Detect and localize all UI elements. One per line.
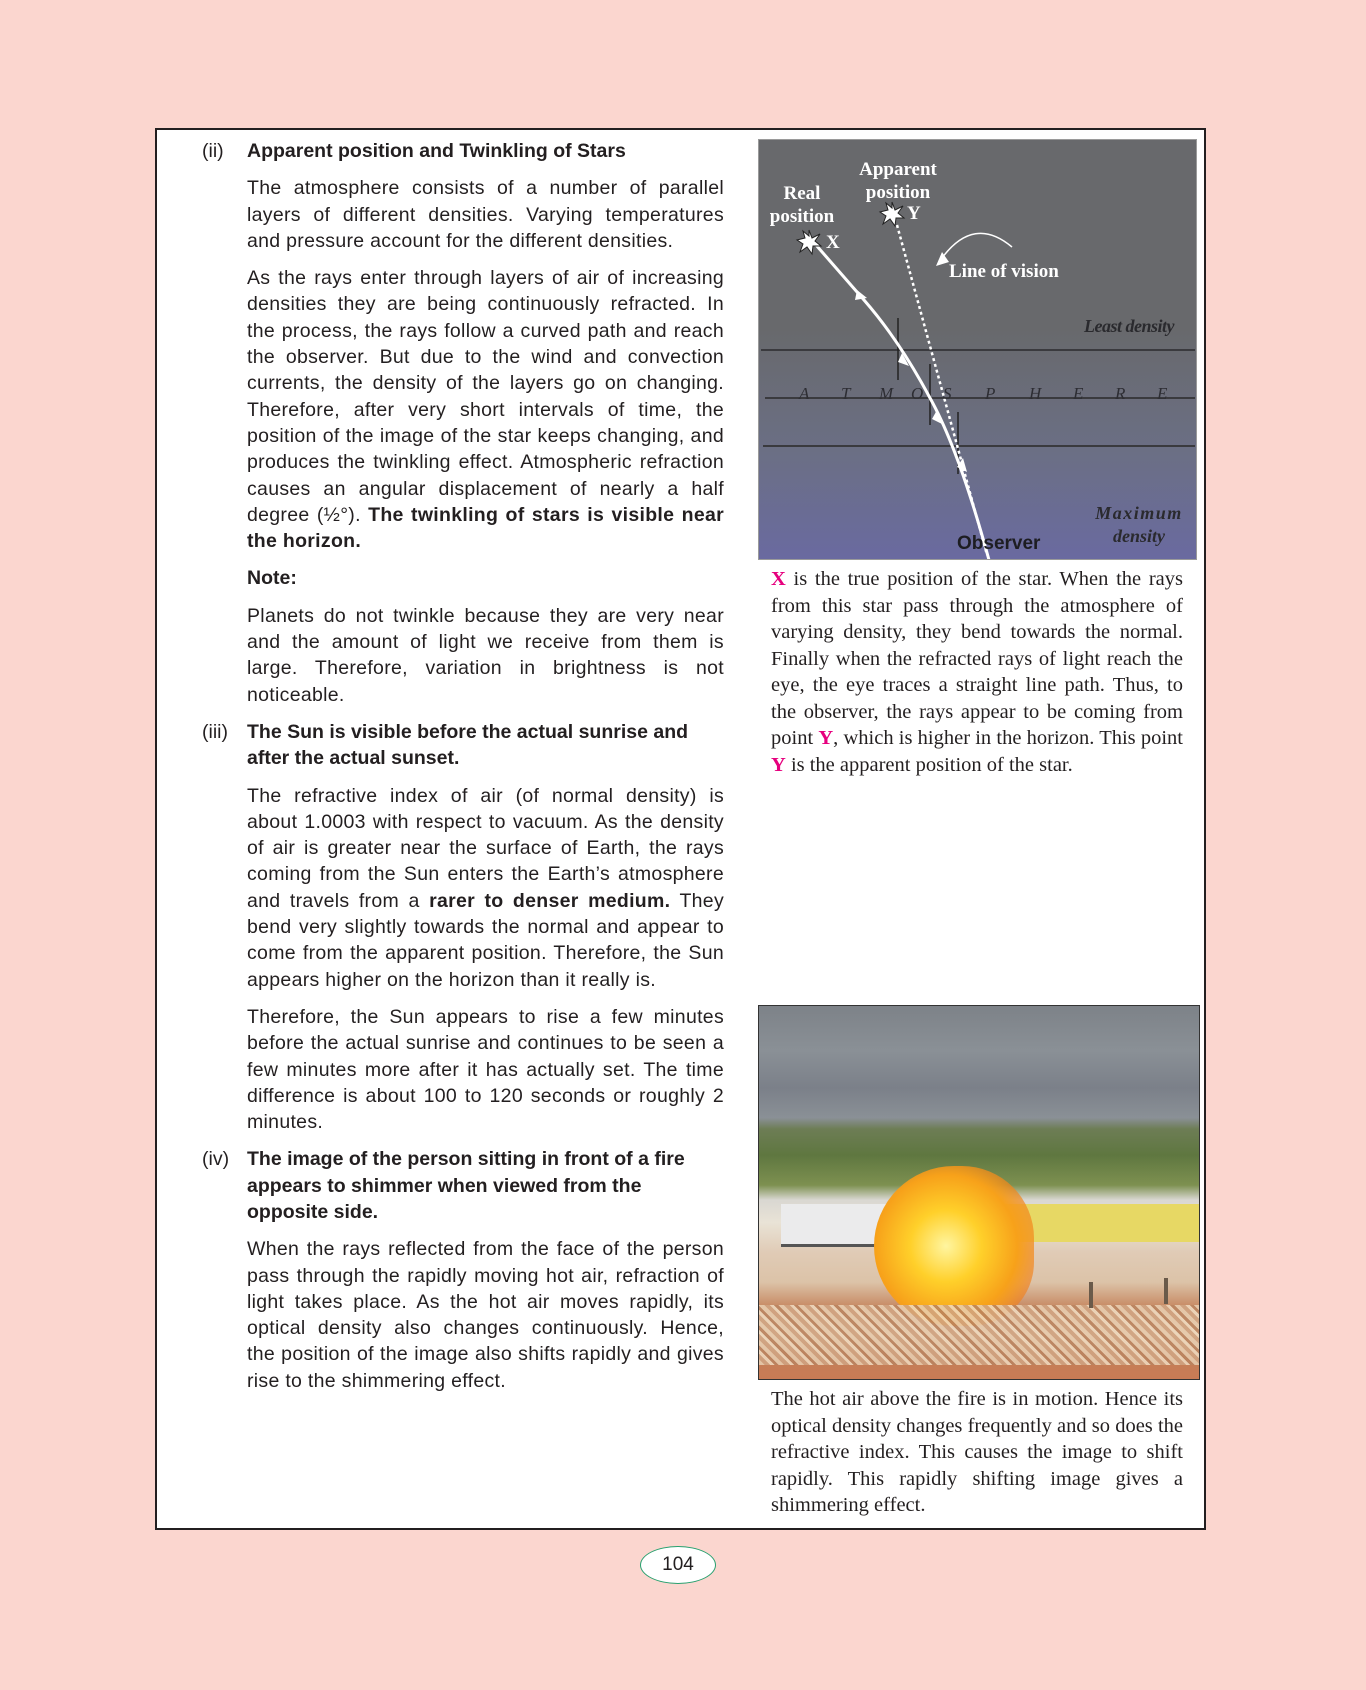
real-position-label bbox=[767, 182, 837, 228]
section-iv-label: (iv) bbox=[202, 1148, 230, 1171]
atmosphere-letter: E bbox=[1073, 384, 1084, 403]
fence-post bbox=[1164, 1278, 1168, 1304]
least-density-label: Least density bbox=[1084, 316, 1174, 336]
note-heading: Note: bbox=[247, 567, 297, 590]
maximum-line1: Maximum bbox=[1095, 503, 1183, 523]
section-iii-label: (iii) bbox=[202, 720, 228, 743]
atmosphere-letter: R bbox=[1115, 384, 1126, 403]
section-ii-para2-bold: The twinkling of stars is visible near the horizon. bbox=[247, 503, 724, 553]
atmosphere-letter: A bbox=[799, 384, 810, 403]
star-y-label: Y bbox=[907, 203, 921, 224]
caption-text3: is the apparent position of the star. bbox=[785, 753, 1073, 776]
section-iv bbox=[202, 1146, 724, 1394]
fire-shimmer-photo bbox=[758, 1005, 1200, 1380]
photo-caption: The hot air above the fire is in motion. Hence its optical density changes frequently and so does the refractive index. This causes the image to shift rapidly. This rapidly shifting image gives a shimmering effect. bbox=[771, 1388, 1183, 1516]
section-iv-para1: When the rays reflected from the face of the person pass through the rapidly moving hot air, refraction of light takes place. As the hot air moves rapidly, its optical density also changes continuously. Hence, the position of the image also shifts rapidly and gives rise to the shimmering effect. bbox=[247, 1238, 724, 1392]
section-iii-para1-bold: rarer to denser medium. bbox=[429, 889, 671, 912]
real-label-line2: position bbox=[769, 206, 835, 227]
page-frame bbox=[155, 128, 1206, 1530]
section-iii-para1-a: The refractive index of air (of normal density) is about 1.0003 with respect to vacuum. As the density of air is greater near the surface of Earth, the rays coming from the Sun enters the Earth’s atmosphere and travels from a bbox=[247, 784, 724, 912]
section-ii bbox=[202, 138, 724, 708]
maximum-line2: density bbox=[1113, 526, 1165, 546]
y-marker: Y bbox=[771, 753, 786, 776]
note-text: Planets do not twinkle because they are very near and the amount of light we receive from them is large. Therefore, variation in brightness is not noticeable. bbox=[247, 604, 724, 706]
caption-text2: , which is higher in the horizon. This point bbox=[833, 727, 1183, 749]
atmosphere-letter: M bbox=[879, 384, 894, 403]
x-marker: X bbox=[771, 568, 786, 590]
apparent-label-line2: position bbox=[865, 182, 931, 203]
line-of-vision-label: Line of vision bbox=[949, 261, 1059, 282]
y-marker: Y bbox=[818, 727, 834, 749]
star-burst-icon-y bbox=[880, 202, 904, 226]
section-iii-para1-b: They bend very slightly towards the normal and appear to come from the apparent position. Therefore, the Sun appears higher on the horizon than it really is. bbox=[247, 889, 724, 991]
section-ii-para2-text: As the rays enter through layers of air of increasing densities they are being continuously refracted. In the process, the rays follow a curved path and reach the observer. But due to the wind and convection currents, the density of the layers go on changing. Therefore, after very short intervals of time, the position of the image of the star keeps changing, and produces the twinkling effect. Atmospheric refraction causes an angular displacement of nearly a half degree (½°). bbox=[247, 267, 724, 526]
section-iii-para2: Therefore, the Sun appears to rise a few minutes before the actual sunrise and continues to be seen a few minutes more after it has actually set. The time difference is about 100 to 120 seconds or roughly 2 minutes. bbox=[247, 1005, 724, 1134]
atmosphere-letter: P bbox=[985, 384, 996, 403]
page-number: 104 bbox=[640, 1546, 716, 1584]
apparent-label-line1: Apparent bbox=[859, 159, 937, 180]
maximum-density-label bbox=[1089, 502, 1189, 548]
section-ii-para2 bbox=[247, 265, 724, 554]
section-ii-label: (ii) bbox=[202, 140, 224, 162]
gravel-mound bbox=[759, 1305, 1199, 1365]
atmosphere-letter: S bbox=[943, 384, 952, 403]
left-text-column bbox=[202, 138, 724, 1405]
atmosphere-letter: T bbox=[841, 384, 851, 403]
star-x-label: X bbox=[826, 232, 840, 253]
atmosphere-letter: H bbox=[1029, 384, 1042, 403]
fire-flame bbox=[874, 1166, 1034, 1326]
observer-label: Observer bbox=[957, 533, 1041, 554]
section-ii-para1: The atmosphere consists of a number of parallel layers of different densities. Varying temperatures and pressure account for the different densities. bbox=[247, 177, 724, 252]
real-label-line1: Real bbox=[783, 183, 821, 204]
atmospheric-refraction-diagram bbox=[758, 139, 1197, 560]
apparent-position-label bbox=[853, 158, 943, 204]
atmosphere-letter: O bbox=[911, 384, 924, 403]
fence-post bbox=[1089, 1282, 1093, 1308]
atmosphere-letter: E bbox=[1157, 384, 1168, 403]
star-burst-icon-x bbox=[797, 230, 821, 254]
section-iii-heading: The Sun is visible before the actual sunrise and after the actual sunset. bbox=[247, 720, 689, 770]
section-ii-heading: Apparent position and Twinkling of Stars bbox=[247, 140, 626, 162]
section-iv-heading: The image of the person sitting in front of a fire appears to shimmer when viewed from the opposite side. bbox=[247, 1148, 685, 1223]
section-iii-para1 bbox=[247, 783, 724, 993]
diagram-caption bbox=[771, 566, 1183, 778]
section-iii bbox=[202, 719, 724, 1135]
caption-text1: is the true position of the star. When the rays from this star pass through the atmosphere of varying density, they bend towards the normal. Finally when the refracted rays of light reach the eye, the eye traces a straight line path. Thus, to the observer, the rays appear to be coming from point bbox=[771, 568, 1183, 749]
